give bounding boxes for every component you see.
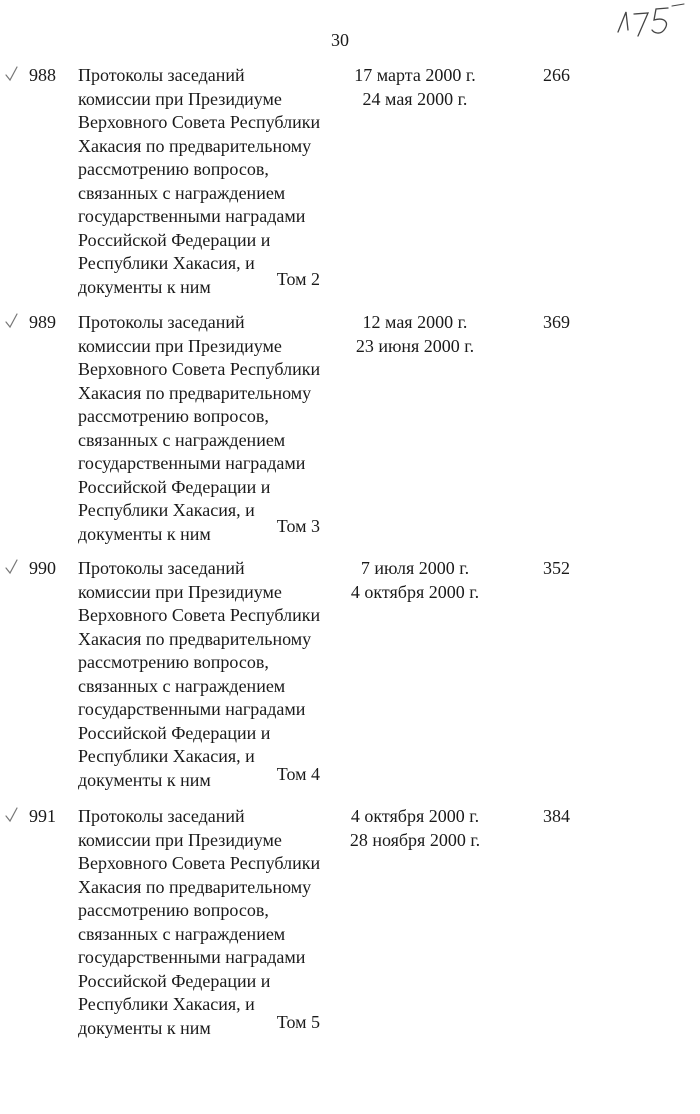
- date-start: 17 марта 2000 г.: [354, 65, 476, 85]
- description-line: государственными наградами: [78, 699, 306, 719]
- description-line: государственными наградами: [78, 206, 306, 226]
- description-line: документы к ним: [78, 1017, 211, 1038]
- entry-number: 988: [29, 65, 56, 85]
- description-line: Хакасия по предварительному: [78, 628, 312, 649]
- description-line: государственными наградами: [78, 947, 306, 967]
- date-end: 28 ноября 2000 г.: [349, 829, 481, 850]
- description-line: рассмотрению вопросов,: [78, 159, 269, 179]
- entry-volume: Том 2: [276, 269, 320, 289]
- entry-volume: Том 3: [276, 516, 320, 536]
- description-line: связанных с награждением: [78, 675, 286, 696]
- description-line: Республики Хакасия, и: [78, 746, 255, 766]
- entry-number: 989: [29, 312, 56, 332]
- entry-page-count: 369: [543, 312, 570, 332]
- entry-volume: Том 5: [276, 1012, 320, 1032]
- description-line: Хакасия по предварительному: [78, 135, 312, 156]
- description-line: Российской Федерации и: [78, 722, 271, 743]
- date-end: 23 июня 2000 г.: [355, 335, 475, 356]
- description-line: Хакасия по предварительному: [78, 876, 312, 897]
- description-line: связанных с награждением: [78, 429, 286, 450]
- description-line: комиссии при Президиуме: [78, 581, 282, 602]
- checkmark-icon: [4, 805, 20, 825]
- description-line: Российской Федерации и: [78, 970, 271, 991]
- description-line: Республики Хакасия, и: [78, 500, 255, 520]
- date-end: 24 мая 2000 г.: [362, 88, 468, 109]
- description-line: Российской Федерации и: [78, 476, 271, 497]
- description-line: комиссии при Президиуме: [78, 829, 282, 850]
- entry-volume: Том 4: [276, 764, 320, 784]
- description-line: Верховного Совета Республики: [78, 853, 321, 873]
- description-line: Республики Хакасия, и: [78, 253, 255, 273]
- description-line: Протоколы заседаний: [78, 65, 245, 85]
- description-line: Хакасия по предварительному: [78, 382, 312, 403]
- entry-description: [78, 805, 358, 1040]
- description-line: комиссии при Президиуме: [78, 335, 282, 356]
- description-line: документы к ним: [78, 769, 211, 790]
- entry-description: [78, 557, 358, 792]
- entry-page-count: 384: [543, 806, 570, 826]
- entry-page-count: 352: [543, 558, 570, 578]
- description-line: документы к ним: [78, 523, 211, 544]
- description-line: документы к ним: [78, 276, 211, 297]
- date-start: 4 октября 2000 г.: [350, 806, 480, 826]
- description-line: Протоколы заседаний: [78, 558, 245, 578]
- description-line: государственными наградами: [78, 453, 306, 473]
- entry-number: 991: [29, 806, 56, 826]
- page-number: 30: [331, 30, 349, 50]
- entry-dates: [330, 557, 500, 604]
- description-line: Верховного Совета Республики: [78, 112, 321, 132]
- description-line: Российской Федерации и: [78, 229, 271, 250]
- date-start: 7 июля 2000 г.: [360, 558, 470, 578]
- date-start: 12 мая 2000 г.: [362, 312, 468, 332]
- entry-number: 990: [29, 558, 56, 578]
- entry-description: [78, 311, 358, 546]
- entry-dates: [330, 64, 500, 111]
- checkmark-icon: [4, 557, 20, 577]
- description-line: рассмотрению вопросов,: [78, 652, 269, 672]
- description-line: Протоколы заседаний: [78, 312, 245, 332]
- description-line: Республики Хакасия, и: [78, 994, 255, 1014]
- description-line: комиссии при Президиуме: [78, 88, 282, 109]
- entry-description: [78, 64, 358, 299]
- entry-dates: [330, 805, 500, 852]
- description-line: рассмотрению вопросов,: [78, 406, 269, 426]
- entry-dates: [330, 311, 500, 358]
- handwritten-folio-number: [612, 2, 692, 42]
- description-line: Верховного Совета Республики: [78, 605, 321, 625]
- description-line: Протоколы заседаний: [78, 806, 245, 826]
- checkmark-icon: [4, 311, 20, 331]
- date-end: 4 октября 2000 г.: [350, 581, 480, 602]
- checkmark-icon: [4, 64, 20, 84]
- description-line: связанных с награждением: [78, 182, 286, 203]
- description-line: Верховного Совета Республики: [78, 359, 321, 379]
- description-line: связанных с награждением: [78, 923, 286, 944]
- description-line: рассмотрению вопросов,: [78, 900, 269, 920]
- entry-page-count: 266: [543, 65, 570, 85]
